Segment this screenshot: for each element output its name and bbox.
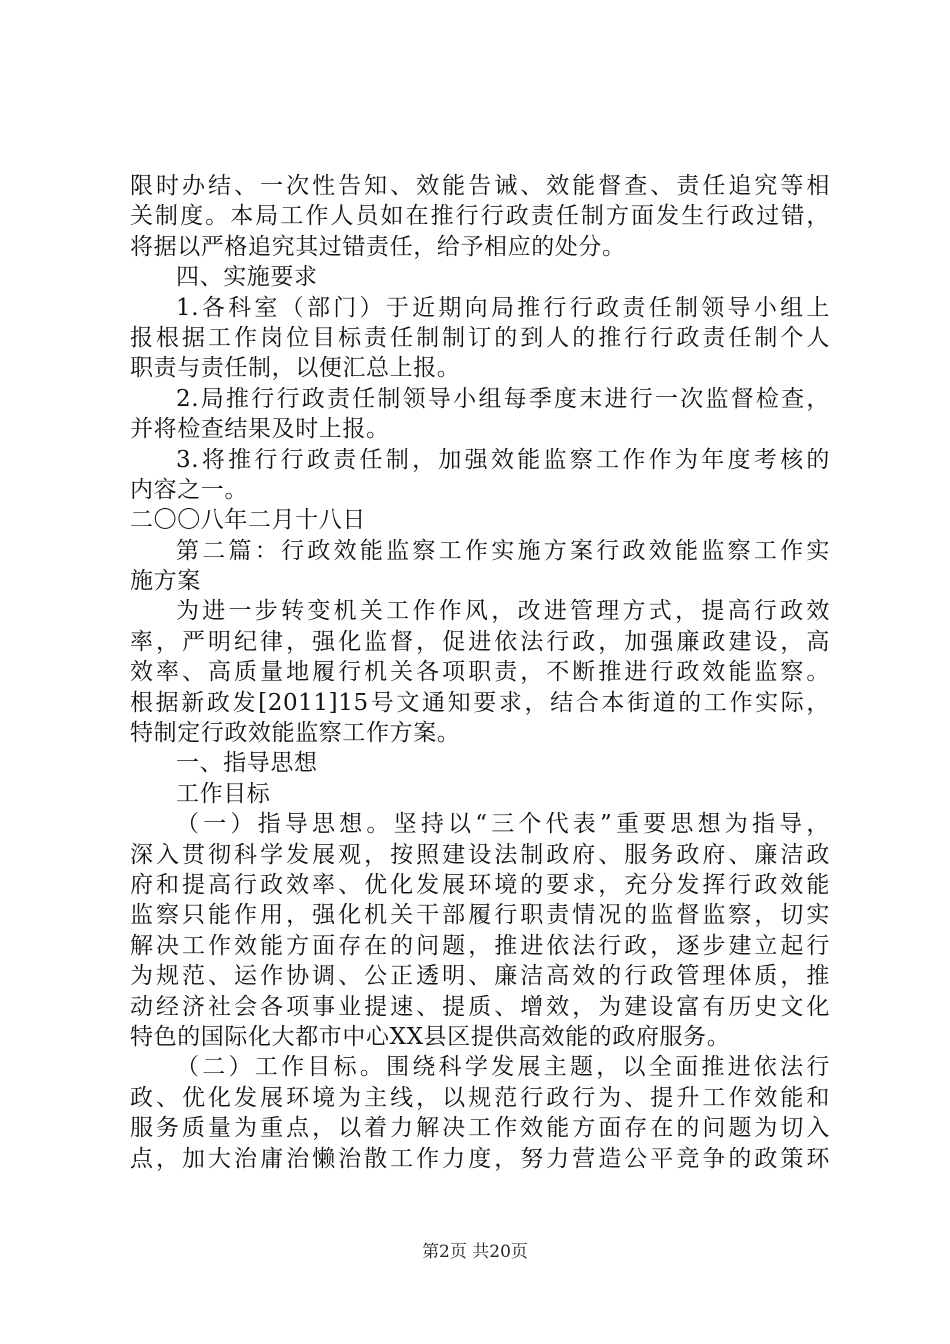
page-footer: 第2页 共20页 [422, 1242, 528, 1262]
text-line: 职责与责任制，以便汇总上报。 [130, 355, 461, 382]
text-line: 四、实施要求 [176, 264, 318, 291]
text-line: 政、优化发展环境为主线，以规范行政行为、提升工作效能和 [130, 1084, 830, 1111]
text-line: 二〇〇八年二月十八日 [130, 507, 366, 534]
text-line: 解决工作效能方面存在的问题，推进依法行政，逐步建立起行 [130, 932, 830, 959]
text-line: 效率、高质量地履行机关各项职责，不断推进行政效能监察。 [130, 659, 830, 686]
text-line: 为进一步转变机关工作作风，改进管理方式，提高行政效 [176, 598, 830, 625]
text-line: 根据新政发[2011]15号文通知要求，结合本街道的工作实际， [130, 689, 830, 716]
text-line: （二）工作目标。围绕科学发展主题，以全面推进依法行 [176, 1054, 830, 1081]
text-line: 报根据工作岗位目标责任制制订的到人的推行行政责任制个人 [130, 324, 830, 351]
text-line: 限时办结、一次性告知、效能告诫、效能督查、责任追究等相 [130, 173, 830, 199]
text-line: 关制度。本局工作人员如在推行行政责任制方面发生行政过错， [130, 203, 830, 230]
text-line: 并将检查结果及时上报。 [130, 416, 390, 443]
text-line: 监察只能作用，强化机关干部履行职责情况的监督监察，切实 [130, 902, 830, 929]
text-line: 2.局推行行政责任制领导小组每季度末进行一次监督检查， [176, 385, 830, 412]
text-line: 将据以严格追究其过错责任，给予相应的处分。 [130, 233, 626, 260]
document-body [130, 171, 830, 1174]
text-line: 府和提高行政效率、优化发展环境的要求，充分发挥行政效能 [130, 871, 830, 898]
text-line: 动经济社会各项事业提速、提质、增效，为建设富有历史文化 [130, 993, 830, 1020]
text-line: 3.将推行行政责任制，加强效能监察工作作为年度考核的 [176, 446, 830, 473]
text-line: 施方案 [130, 568, 201, 595]
text-line: 内容之一。 [130, 476, 248, 503]
text-line: 深入贯彻科学发展观，按照建设法制政府、服务政府、廉洁政 [130, 841, 830, 868]
text-line: 率，严明纪律，强化监督，促进依法行政，加强廉政建设，高 [130, 628, 830, 655]
text-line: 为规范、运作协调、公正透明、廉洁高效的行政管理体质，推 [130, 963, 830, 990]
text-line: 特制定行政效能监察工作方案。 [130, 720, 461, 747]
text-line: 点，加大治庸治懒治散工作力度，努力营造公平竞争的政策环 [130, 1145, 830, 1172]
text-line: （一）指导思想。坚持以“三个代表”重要思想为指导， [176, 811, 830, 838]
text-line: 第二篇：行政效能监察工作实施方案行政效能监察工作实 [176, 537, 830, 564]
text-line: 特色的国际化大都市中心XX县区提供高效能的政府服务。 [130, 1023, 731, 1050]
text-line: 1.各科室（部门）于近期向局推行行政责任制领导小组上 [176, 294, 830, 321]
text-line: 工作目标 [176, 780, 271, 807]
text-line: 服务质量为重点，以着力解决工作效能方面存在的问题为切入 [130, 1115, 830, 1142]
text-line: 一、指导思想 [176, 750, 318, 777]
